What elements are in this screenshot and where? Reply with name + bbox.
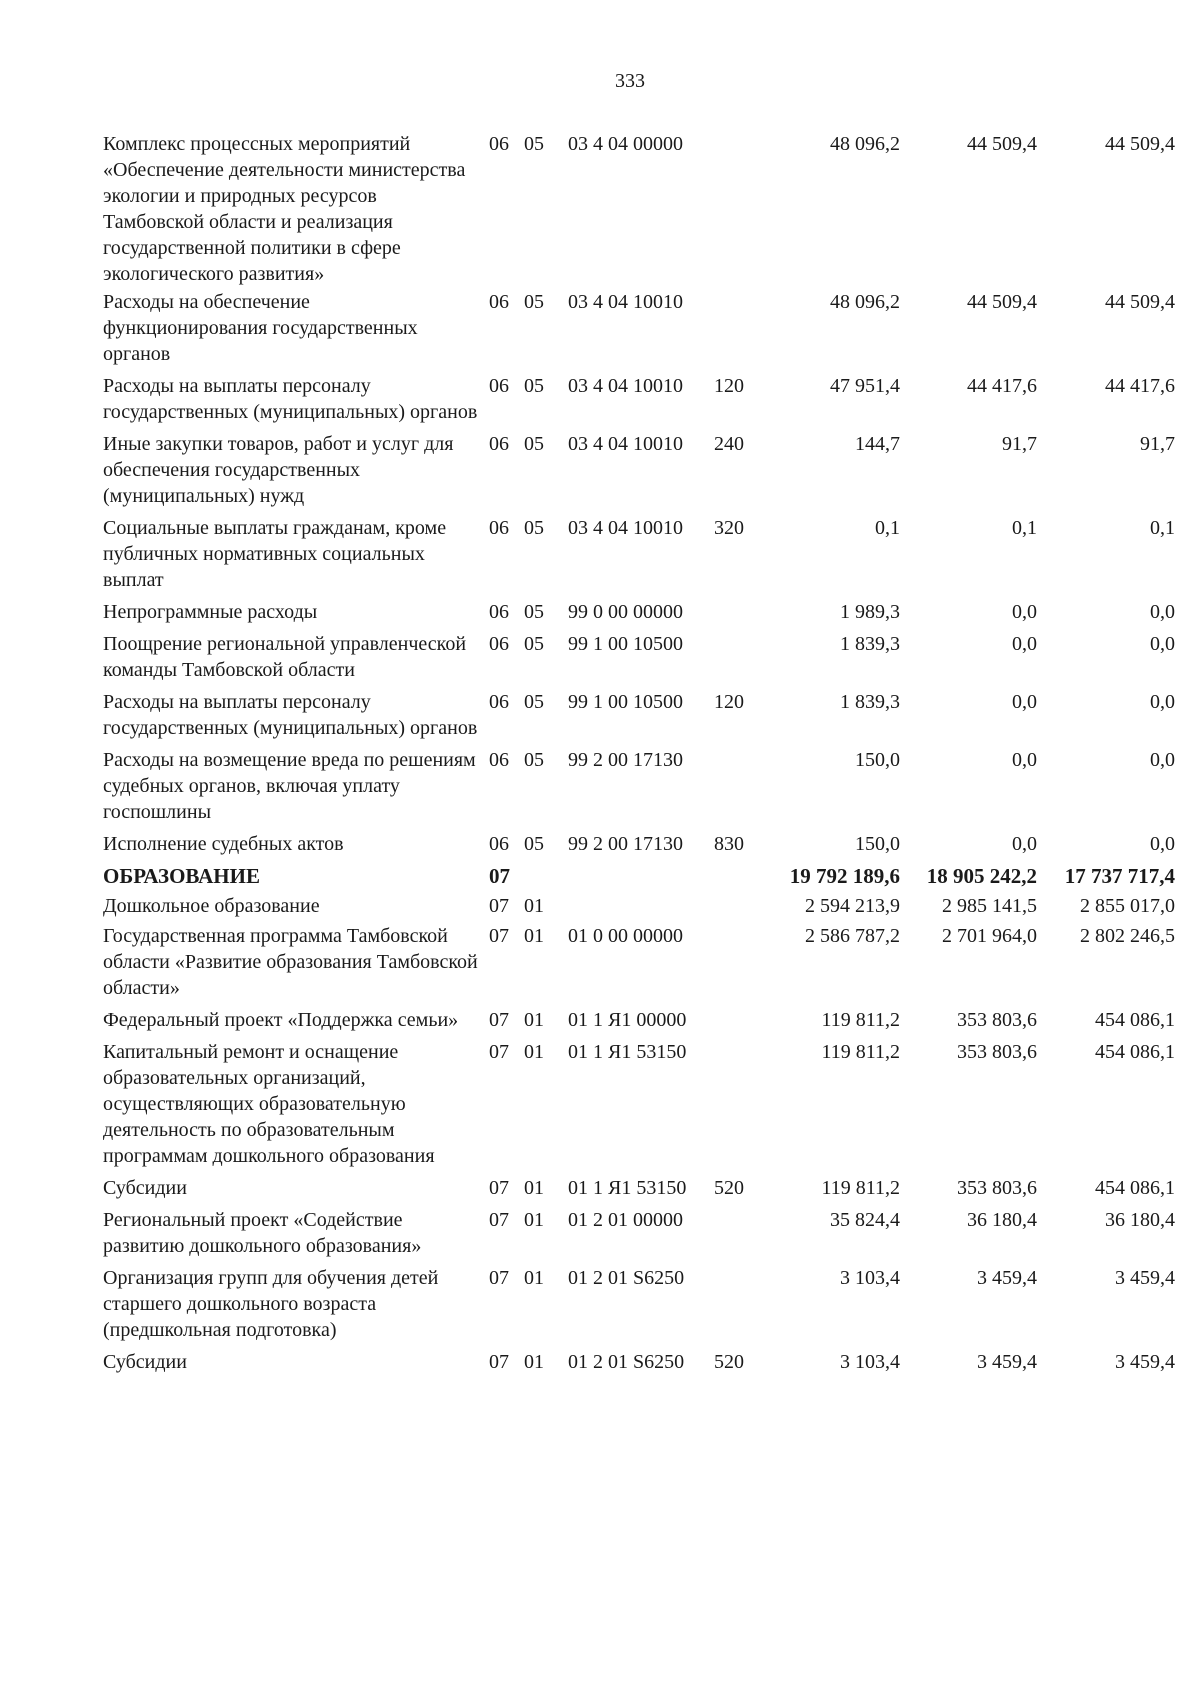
row-name: Расходы на возмещение вреда по решениям судебных органов, включая уплату госпошлины [103, 749, 476, 823]
subsection-code: 05 [524, 691, 544, 713]
subsection-code: 05 [524, 833, 544, 855]
amount-year-2: 91,7 [1002, 433, 1037, 455]
section-code: 07 [489, 864, 510, 888]
expense-type-code [712, 289, 760, 373]
amount-year-2: 353 803,6 [957, 1009, 1037, 1031]
row-name: Расходы на выплаты персоналу государственных (муниципальных) органов [103, 691, 478, 739]
table-row [103, 599, 1175, 631]
table-row [103, 131, 1175, 289]
table-row [103, 373, 1175, 431]
amount-year-2: 0,0 [1012, 601, 1037, 623]
page-number: 333 [615, 70, 645, 92]
amount-year-2: 353 803,6 [957, 1041, 1037, 1063]
amount-year-1: 47 951,4 [830, 375, 900, 397]
amount-year-2: 36 180,4 [967, 1209, 1037, 1231]
table-row [103, 1265, 1175, 1349]
row-name: Субсидии [103, 1177, 187, 1199]
amount-year-3: 0,0 [1150, 633, 1175, 655]
subsection-code: 05 [524, 749, 544, 771]
expense-type-code: 830 [714, 833, 744, 855]
expense-type-code: 240 [714, 433, 744, 455]
amount-year-1: 150,0 [855, 749, 900, 771]
amount-year-3: 0,0 [1150, 691, 1175, 713]
section-code: 06 [489, 291, 509, 313]
section-code: 07 [489, 1177, 509, 1199]
expense-type-code [712, 1265, 760, 1349]
subsection-code: 01 [524, 895, 544, 917]
row-name: Региональный проект «Содействие развитию дошкольного образования» [103, 1209, 422, 1257]
section-code: 06 [489, 133, 509, 155]
row-name: Расходы на выплаты персоналу государственных (муниципальных) органов [103, 375, 478, 423]
amount-year-1: 0,1 [875, 517, 900, 539]
amount-year-3: 0,1 [1150, 517, 1175, 539]
expense-type-code [712, 1207, 760, 1265]
section-code: 07 [489, 1351, 509, 1373]
target-article-code: 99 2 00 17130 [568, 749, 683, 771]
section-code: 06 [489, 433, 509, 455]
target-article-code: 99 1 00 10500 [568, 691, 683, 713]
target-article-code: 03 4 04 00000 [568, 133, 683, 155]
row-name: Организация групп для обучения детей старшего дошкольного возраста (предшкольная подготовка) [103, 1267, 439, 1341]
table-body [103, 131, 1175, 1375]
target-article-code: 99 1 00 10500 [568, 633, 683, 655]
subsection-code: 01 [524, 1041, 544, 1063]
amount-year-2: 44 509,4 [967, 291, 1037, 313]
amount-year-1: 2 586 787,2 [805, 925, 900, 947]
table-row [103, 631, 1175, 689]
row-name: Субсидии [103, 1351, 187, 1373]
subsection-code: 05 [524, 291, 544, 313]
table-row [103, 1039, 1175, 1175]
row-name: Расходы на обеспечение функционирования государственных органов [103, 291, 418, 365]
expense-type-code: 120 [714, 375, 744, 397]
table-row [103, 1175, 1175, 1207]
amount-year-3: 3 459,4 [1115, 1267, 1175, 1289]
section-code: 07 [489, 1267, 509, 1289]
expense-type-code [712, 1007, 760, 1039]
section-code: 06 [489, 601, 509, 623]
amount-year-3: 36 180,4 [1105, 1209, 1175, 1231]
target-article-code: 03 4 04 10010 [568, 517, 683, 539]
amount-year-3: 3 459,4 [1115, 1351, 1175, 1373]
section-code: 07 [489, 895, 509, 917]
target-article-code: 99 0 00 00000 [568, 601, 683, 623]
amount-year-3: 44 509,4 [1105, 133, 1175, 155]
target-article-code: 01 2 01 S6250 [568, 1267, 685, 1289]
table-row [103, 689, 1175, 747]
amount-year-1: 35 824,4 [830, 1209, 900, 1231]
amount-year-1: 2 594 213,9 [805, 895, 900, 917]
amount-year-1: 1 839,3 [840, 691, 900, 713]
table-row [103, 1207, 1175, 1265]
section-code: 06 [489, 749, 509, 771]
table-row [103, 893, 1175, 923]
section-code: 06 [489, 833, 509, 855]
row-name: Социальные выплаты гражданам, кроме публичных нормативных социальных выплат [103, 517, 447, 591]
section-code: 07 [489, 1209, 509, 1231]
section-code: 06 [489, 375, 509, 397]
table-row [103, 747, 1175, 831]
subsection-code: 05 [524, 433, 544, 455]
target-article-code [568, 893, 712, 923]
expense-type-code [712, 631, 760, 689]
target-article-code: 01 2 01 S6250 [568, 1351, 685, 1373]
amount-year-2: 0,0 [1012, 833, 1037, 855]
table-row [103, 923, 1175, 1007]
expense-type-code [712, 747, 760, 831]
amount-year-3: 44 417,6 [1105, 375, 1175, 397]
amount-year-1: 1 839,3 [840, 633, 900, 655]
target-article-code: 01 1 Я1 00000 [568, 1009, 687, 1031]
amount-year-3: 454 086,1 [1095, 1177, 1175, 1199]
subsection-code: 01 [524, 1351, 544, 1373]
amount-year-2: 2 985 141,5 [942, 895, 1037, 917]
subsection-code: 01 [524, 1267, 544, 1289]
subsection-code: 01 [524, 1177, 544, 1199]
row-name: Исполнение судебных актов [103, 833, 344, 855]
row-name: Государственная программа Тамбовской области «Развитие образования Тамбовской области» [103, 925, 478, 999]
amount-year-3: 0,0 [1150, 749, 1175, 771]
amount-year-2: 2 701 964,0 [942, 925, 1037, 947]
subsection-code: 05 [524, 517, 544, 539]
section-code: 07 [489, 1009, 509, 1031]
amount-year-3: 454 086,1 [1095, 1009, 1175, 1031]
expense-type-code: 120 [714, 691, 744, 713]
amount-year-1: 144,7 [855, 433, 900, 455]
amount-year-3: 44 509,4 [1105, 291, 1175, 313]
row-name: ОБРАЗОВАНИЕ [103, 864, 260, 888]
amount-year-3: 91,7 [1140, 433, 1175, 455]
subsection-code: 05 [524, 375, 544, 397]
subsection-code: 05 [524, 133, 544, 155]
amount-year-1: 119 811,2 [821, 1177, 900, 1199]
table-row [103, 1349, 1175, 1375]
subsection-code: 01 [524, 1209, 544, 1231]
table-row [103, 515, 1175, 599]
amount-year-1: 150,0 [855, 833, 900, 855]
amount-year-2: 0,1 [1012, 517, 1037, 539]
target-article-code: 01 1 Я1 53150 [568, 1177, 687, 1199]
amount-year-1: 119 811,2 [821, 1009, 900, 1031]
expense-type-code [712, 1039, 760, 1175]
amount-year-3: 0,0 [1150, 833, 1175, 855]
amount-year-1: 119 811,2 [821, 1041, 900, 1063]
section-code: 07 [489, 1041, 509, 1063]
target-article-code: 01 0 00 00000 [568, 925, 683, 947]
amount-year-3: 17 737 717,4 [1064, 864, 1175, 888]
row-name: Комплекс процессных мероприятий «Обеспечение деятельности министерства экологии и природных ресурсов Тамбовской области и реализация государственной политики в сфере экологического развития» [103, 133, 466, 285]
row-name: Капитальный ремонт и оснащение образовательных организаций, осуществляющих образовательную деятельность по образовательным программам дошкольного образования [103, 1041, 435, 1167]
table-row [103, 1007, 1175, 1039]
subsection-code [524, 863, 568, 893]
table-row [103, 863, 1175, 893]
budget-table [103, 131, 1175, 1375]
target-article-code [568, 863, 712, 893]
amount-year-1: 1 989,3 [840, 601, 900, 623]
amount-year-2: 3 459,4 [977, 1267, 1037, 1289]
section-code: 07 [489, 925, 509, 947]
amount-year-1: 48 096,2 [830, 291, 900, 313]
expense-type-code: 320 [714, 517, 744, 539]
target-article-code: 03 4 04 10010 [568, 291, 683, 313]
amount-year-2: 44 509,4 [967, 133, 1037, 155]
expense-type-code [712, 863, 760, 893]
row-name: Непрограммные расходы [103, 601, 318, 623]
table-row [103, 831, 1175, 863]
row-name: Иные закупки товаров, работ и услуг для обеспечения государственных (муниципальных) нужд [103, 433, 454, 507]
amount-year-2: 44 417,6 [967, 375, 1037, 397]
target-article-code: 99 2 00 17130 [568, 833, 683, 855]
amount-year-2: 3 459,4 [977, 1351, 1037, 1373]
amount-year-3: 0,0 [1150, 601, 1175, 623]
amount-year-2: 18 905 242,2 [926, 864, 1037, 888]
target-article-code: 03 4 04 10010 [568, 433, 683, 455]
table-row [103, 289, 1175, 373]
expense-type-code [712, 923, 760, 1007]
subsection-code: 01 [524, 925, 544, 947]
amount-year-2: 353 803,6 [957, 1177, 1037, 1199]
amount-year-3: 2 802 246,5 [1080, 925, 1175, 947]
section-code: 06 [489, 517, 509, 539]
expense-type-code: 520 [714, 1177, 744, 1199]
expense-type-code [712, 131, 760, 289]
expense-type-code [712, 599, 760, 631]
amount-year-1: 3 103,4 [840, 1351, 900, 1373]
section-code: 06 [489, 633, 509, 655]
expense-type-code [712, 893, 760, 923]
row-name: Федеральный проект «Поддержка семьи» [103, 1009, 459, 1031]
subsection-code: 05 [524, 601, 544, 623]
section-code: 06 [489, 691, 509, 713]
amount-year-1: 3 103,4 [840, 1267, 900, 1289]
amount-year-3: 2 855 017,0 [1080, 895, 1175, 917]
target-article-code: 03 4 04 10010 [568, 375, 683, 397]
amount-year-1: 19 792 189,6 [789, 864, 900, 888]
amount-year-3: 454 086,1 [1095, 1041, 1175, 1063]
expense-type-code: 520 [714, 1351, 744, 1373]
target-article-code: 01 1 Я1 53150 [568, 1041, 687, 1063]
row-name: Поощрение региональной управленческой команды Тамбовской области [103, 633, 467, 681]
amount-year-2: 0,0 [1012, 691, 1037, 713]
amount-year-2: 0,0 [1012, 749, 1037, 771]
row-name: Дошкольное образование [103, 895, 320, 917]
table-row [103, 431, 1175, 515]
target-article-code: 01 2 01 00000 [568, 1209, 683, 1231]
amount-year-2: 0,0 [1012, 633, 1037, 655]
amount-year-1: 48 096,2 [830, 133, 900, 155]
subsection-code: 01 [524, 1009, 544, 1031]
subsection-code: 05 [524, 633, 544, 655]
